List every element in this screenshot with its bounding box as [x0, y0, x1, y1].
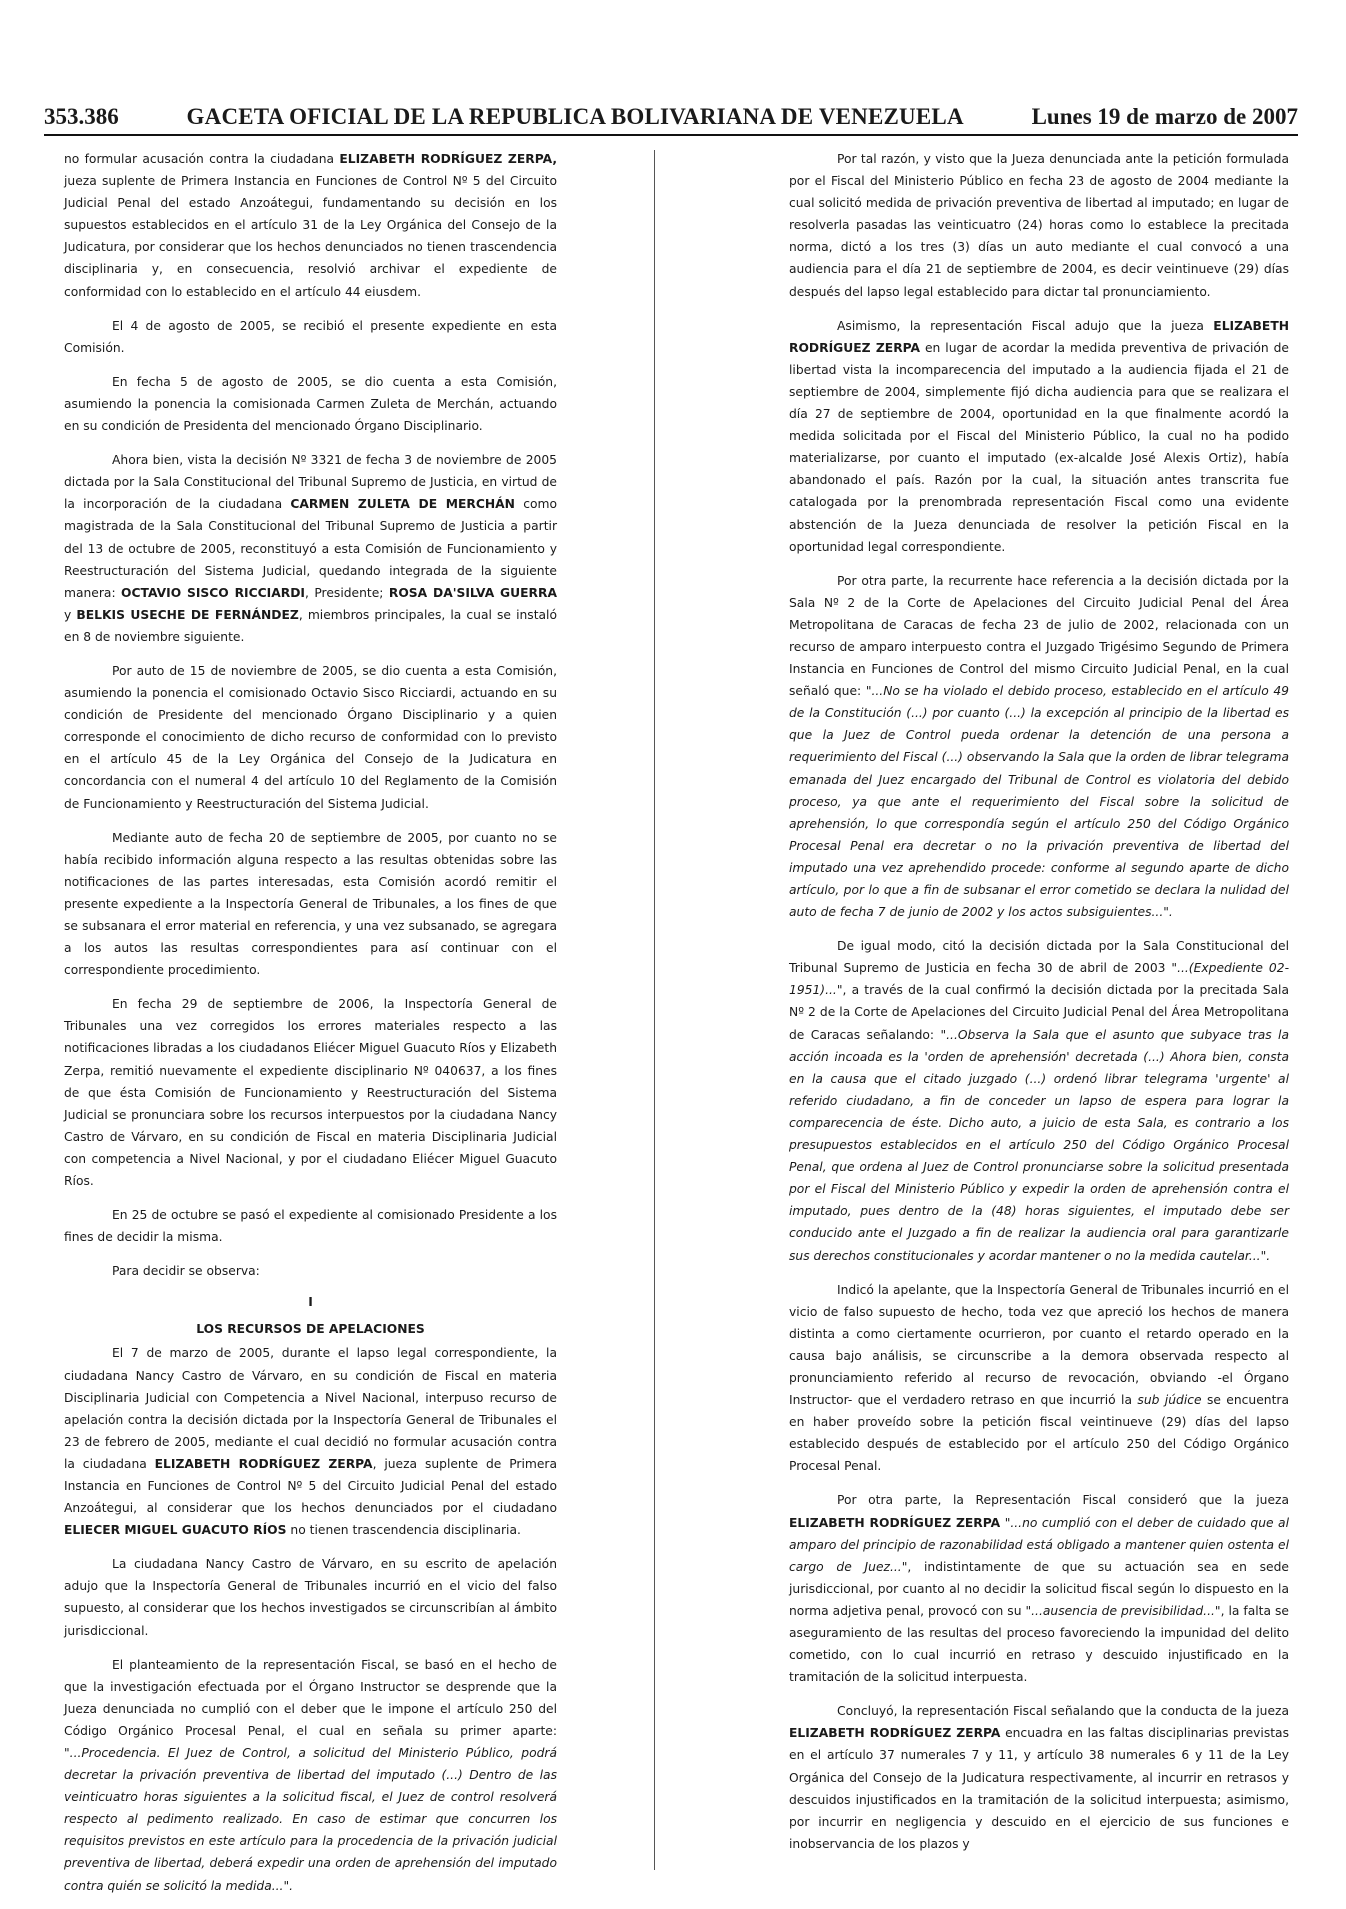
column-divider	[654, 150, 655, 1870]
paragraph: El planteamiento de la representación Fiscal, se basó en el hecho de que la investigación efectuada por el Órgano Instructor se desprende que la Jueza denunciada no cumplió con el deber que le impone el artículo 250 del Código Orgánico Procesal Penal, el cual en señala su primer aparte: "...Procedencia. El Juez de Control, a solicitud del Ministerio Público, podrá decretar la privación preventiva de libertad del imputado (...) Dentro de las veinticuatro horas siguientes a la solicitud fiscal, el Juez de control resolverá respecto al pedimento realizado. En caso de estimar que concurren los requisitos previstos en este artículo para la procedencia de la privación judicial preventiva de libertad, deberá expedir una orden de aprehensión del imputado contra quién se solicitó la medida...".	[64, 1657, 557, 1893]
paragraph: De igual modo, citó la decisión dictada por la Sala Constitucional del Tribunal Supremo de Justicia en fecha 30 de abril de 2003 "...(Expediente 02-1951)...", a través de la cual confirmó la decisión dictada por la precitada Sala Nº 2 de la Corte de Apelaciones del Circuito Judicial Penal del Área Metropolitana de Caracas señalando: "...Observa la Sala que el asunto que subyace tras la acción incoada es la 'orden de aprehensión' decretada (...) Ahora bien, consta en la causa que el citado juzgado (...) ordenó librar telegrama 'urgente' al referido ciudadano, a fin de conceder un lapso de espera para lograr la comparecencia de éste. Dicho auto, a juicio de esta Sala, es contrario a los presupuestos establecidos en el artículo 250 del Código Orgánico Procesal Penal, que ordena al Juez de Control pronunciarse sobre la solicitud presentada por el Fiscal del Ministerio Público y expedir la orden de aprehensión contra el imputado, pues dentro de la (48) horas siguientes, el imputado debe ser conducido ante el Juzgado a fin de realizar la audiencia oral para garantizarle sus derechos constitucionales y acordar mantener o no la medida cautelar...".	[789, 939, 1290, 1263]
paragraph: Asimismo, la representación Fiscal adujo que la jueza ELIZABETH RODRÍGUEZ ZERPA en lugar de acordar la medida preventiva de privación de libertad vista la incomparecencia del imputado a la audiencia fijada el 21 de septiembre de 2004, simplemente fijó dicha audiencia para que se realizara el día 27 de septiembre de 2004, oportunidad en la que finalmente acordó la medida solicitada por el Fiscal del Ministerio Público, la cual no ha podido materializarse, por cuanto el imputado (ex-alcalde José Alexis Ortiz), había abandonado el país. Razón por la cual, la situación antes transcrita fue catalogada por la prenombrada representación Fiscal como una evidente abstención de la Jueza denunciada de resolver la petición Fiscal en la oportunidad legal correspondiente.	[789, 318, 1289, 554]
paragraph: Concluyó, la representación Fiscal señalando que la conducta de la jueza ELIZABETH RODRÍGUEZ ZERPA encuadra en las faltas disciplinarias previstas en el artículo 37 numerales 7 y 11, y artículo 38 numerales 6 y 11 de la Ley Orgánica del Consejo de la Judicatura respectivamente, al incurrir en retrasos y descuidos injustificados en la tramitación de la solicitud interpuesta; asimismo, por incurrir en negligencia y descuido en el ejercicio de sus funciones e inobservancia de los plazos y	[789, 1704, 1289, 1851]
page-header	[44, 104, 1298, 136]
section-heading: LOS RECURSOS DE APELACIONES	[196, 1322, 425, 1337]
left-column	[64, 148, 557, 1909]
section-number: I	[308, 1295, 313, 1310]
paragraph: En fecha 29 de septiembre de 2006, la Inspectoría General de Tribunales una vez corregidos los errores materiales respecto a las notificaciones libradas a los ciudadanos Eliécer Miguel Guacuto Ríos y Elizabeth Zerpa, remitió nuevamente el expediente disciplinario Nº 040637, a los fines de que ésta Comisión de Funcionamiento y Reestructuración del Sistema Judicial se pronunciara sobre los recursos interpuestos por la ciudadana Nancy Castro de Várvaro, en su condición de Fiscal en materia Disciplinaria Judicial con competencia a Nivel Nacional, y por el ciudadano Eliécer Miguel Guacuto Ríos.	[64, 997, 557, 1189]
paragraph: Mediante auto de fecha 20 de septiembre de 2005, por cuanto no se había recibido información alguna respecto a las resultas obtenidas sobre las notificaciones de las partes interesadas, esta Comisión acordó remitir el presente expediente a la Inspectoría General de Tribunales, a los fines de que se subsanara el error material en referencia, y una vez subsanado, se agregara a los autos las resultas correspondientes para así continuar con el correspondiente procedimiento.	[64, 830, 557, 978]
paragraph: no formular acusación contra la ciudadana ELIZABETH RODRÍGUEZ ZERPA, jueza suplente de Primera Instancia en Funciones de Control Nº 5 del Circuito Judicial Penal del estado Anzoátegui, fundamentando su decisión en los supuestos establecidos en el artículo 31 de la Ley Orgánica del Consejo de la Judicatura, por considerar que los hechos denunciados no tienen trascendencia disciplinaria y, en consecuencia, resolvió archivar el expediente de conformidad con lo establecido en el artículo 44 eiusdem.	[64, 152, 557, 299]
paragraph: Para decidir se observa:	[112, 1264, 260, 1279]
paragraph: Indicó la apelante, que la Inspectoría General de Tribunales incurrió en el vicio de falso supuesto de hecho, toda vez que apreció los hechos de manera distinta a como ciertamente ocurrieron, por cuanto el retardo operado en la causa bajo análisis, se circunscribe a la demora observada respecto al pronunciamiento referido al recurso de revocación, obviando -el Órgano Instructor- que el verdadero retraso en que incurrió la sub júdice se encuentra en haber proveído sobre la petición fiscal veintinueve (29) días del lapso establecido después de establecido por el artículo 250 del Código Orgánico Procesal Penal.	[789, 1282, 1289, 1474]
page-number: 353.386	[44, 104, 119, 129]
paragraph: El 7 de marzo de 2005, durante el lapso legal correspondiente, la ciudadana Nancy Castro de Várvaro, en su condición de Fiscal en materia Disciplinaria Judicial con Competencia a Nivel Nacional, interpuso recurso de apelación contra la decisión dictada por la Inspectoría General de Tribunales el 23 de febrero de 2005, mediante el cual decidió no formular acusación contra la ciudadana ELIZABETH RODRÍGUEZ ZERPA, jueza suplente de Primera Instancia en Funciones de Control Nº 5 del Circuito Judicial Penal del estado Anzoátegui, al considerar que los hechos denunciados por el ciudadano ELIECER MIGUEL GUACUTO RÍOS no tienen trascendencia disciplinaria.	[64, 1346, 557, 1538]
paragraph: En fecha 5 de agosto de 2005, se dio cuenta a esta Comisión, asumiendo la ponencia la comisionada Carmen Zuleta de Merchán, actuando en su condición de Presidenta del mencionado Órgano Disciplinario.	[64, 374, 557, 434]
paragraph: En 25 de octubre se pasó el expediente al comisionado Presidente a los fines de decidir la misma.	[64, 1208, 557, 1245]
issue-date: Lunes 19 de marzo de 2007	[1031, 104, 1298, 129]
paragraph: El 4 de agosto de 2005, se recibió el presente expediente en esta Comisión.	[64, 318, 557, 355]
paragraph: Por otra parte, la Representación Fiscal consideró que la jueza ELIZABETH RODRÍGUEZ ZERPA "...no cumplió con el deber de cuidado que al amparo del principio de razonabilidad está obligado a mantener quien ostenta el cargo de Juez...", indistintamente de que su actuación sea en sede jurisdiccional, por cuanto al no decidir la solicitud fiscal según lo dispuesto en la norma adjetiva penal, provocó con su "...ausencia de previsibilidad...", la falta se aseguramiento de las resultas del proceso favoreciendo la impunidad del delito cometido, con lo cual incurrió en retraso y descuido injustificado en la tramitación de la solicitud interpuesta.	[789, 1493, 1289, 1685]
right-column	[789, 148, 1289, 1867]
paragraph: Por tal razón, y visto que la Jueza denunciada ante la petición formulada por el Fiscal del Ministerio Público en fecha 23 de agosto de 2004 mediante la cual solicitó medida de privación preventiva de libertad al imputado; en lugar de resolverla pasadas las veinticuatro (24) horas como lo establece la precitada norma, dictó a los tres (3) días un auto mediante el cual convocó a una audiencia para el día 21 de septiembre de 2004, es decir veintinueve (29) días después del lapso legal establecido para dictar tal pronunciamiento.	[789, 152, 1289, 299]
publication-title: GACETA OFICIAL DE LA REPUBLICA BOLIVARIANA DE VENEZUELA	[186, 104, 964, 129]
paragraph: Ahora bien, vista la decisión Nº 3321 de fecha 3 de noviembre de 2005 dictada por la Sala Constitucional del Tribunal Supremo de Justicia, en virtud de la incorporación de la ciudadana CARMEN ZULETA DE MERCHÁN como magistrada de la Sala Constitucional del Tribunal Supremo de Justicia a partir del 13 de octubre de 2005, reconstituyó a esta Comisión de Funcionamiento y Reestructuración del Sistema Judicial, quedando integrada de la siguiente manera: OCTAVIO SISCO RICCIARDI, Presidente; ROSA DA'SILVA GUERRA y BELKIS USECHE DE FERNÁNDEZ, miembros principales, la cual se instaló en 8 de noviembre siguiente.	[64, 453, 557, 644]
paragraph: Por otra parte, la recurrente hace referencia a la decisión dictada por la Sala Nº 2 de la Corte de Apelaciones del Circuito Judicial Penal del Área Metropolitana de Caracas de fecha 23 de julio de 2002, relacionada con un recurso de amparo interpuesto contra el Juzgado Trigésimo Segundo de Primera Instancia en Funciones de Control del mismo Circuito Judicial Penal, en la cual señaló que: "...No se ha violado el debido proceso, establecido en el artículo 49 de la Constitución (...) por cuanto (...) la excepción al principio de la libertad es que la Juez de Control pueda ordenar la detención de una persona a requerimiento del Fiscal (...) observando la Sala que la orden de librar telegrama emanada del Juez encargado del Tribunal de Control es violatoria del debido proceso, ya que ante el requerimiento del Fiscal sobre la solicitud de aprehensión, lo que correspondía según el artículo 250 del Código Orgánico Procesal Penal era decretar o no la privación preventiva de libertad del imputado una vez aprehendido procede: conforme al segundo aparte de dicho artículo, por lo que a fin de subsanar el error cometido se declara la nulidad del auto de fecha 7 de junio de 2002 y los actos subsiguientes...".	[789, 573, 1289, 920]
paragraph: La ciudadana Nancy Castro de Várvaro, en su escrito de apelación adujo que la Inspectoría General de Tribunales incurrió en el vicio del falso supuesto, al considerar que los hechos investigados se circunscribían al ámbito jurisdiccional.	[64, 1557, 557, 1638]
paragraph: Por auto de 15 de noviembre de 2005, se dio cuenta a esta Comisión, asumiendo la ponencia el comisionado Octavio Sisco Ricciardi, actuando en su condición de Presidente del mencionado Órgano Disciplinario y a quien corresponde el conocimiento de dicho recurso de conformidad con lo previsto en el artículo 45 de la Ley Orgánica del Consejo de la Judicatura en concordancia con el numeral 4 del artículo 10 del Reglamento de la Comisión de Funcionamiento y Reestructuración del Sistema Judicial.	[64, 663, 557, 811]
